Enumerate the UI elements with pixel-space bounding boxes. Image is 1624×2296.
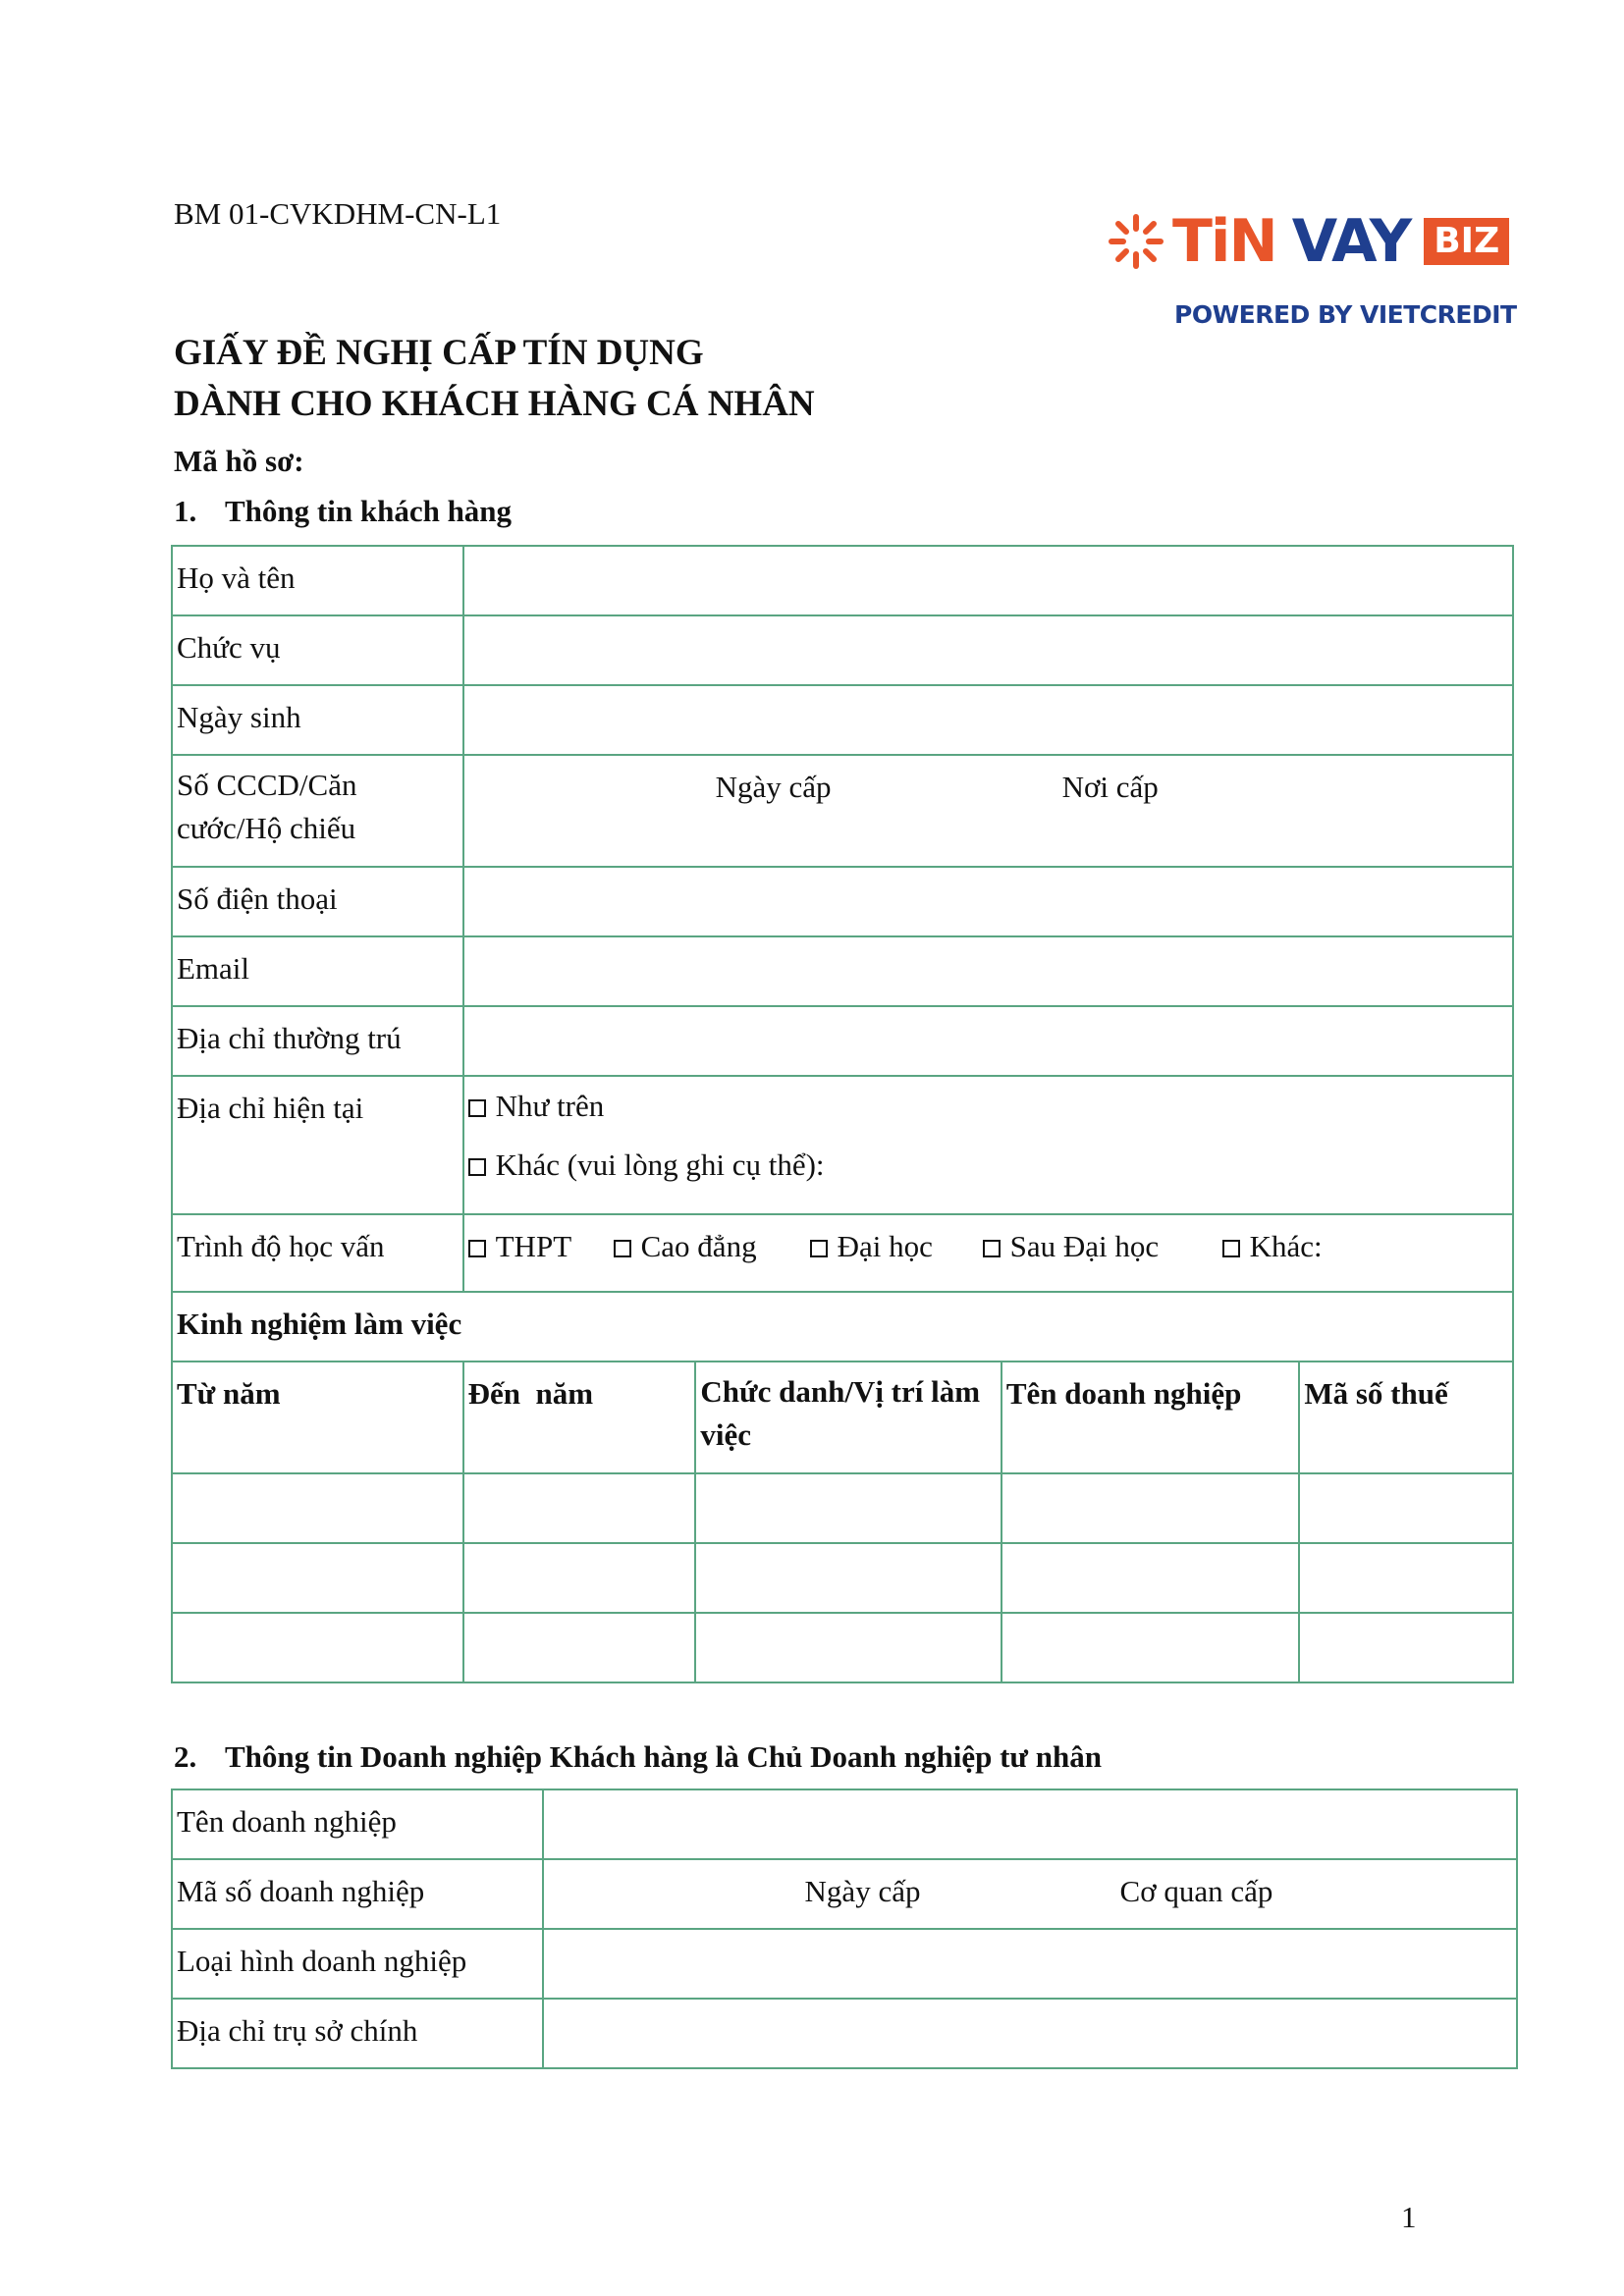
section1-heading: [174, 494, 512, 529]
phone-field[interactable]: [463, 867, 1513, 936]
table-cell[interactable]: [1001, 1613, 1299, 1682]
education-option-sau-dai-hoc[interactable]: [983, 1229, 1160, 1264]
table-cell[interactable]: [463, 1473, 696, 1543]
email-field[interactable]: [463, 936, 1513, 1006]
table-row: [172, 936, 1513, 1006]
education-label: Trình độ học vấn: [172, 1214, 463, 1292]
table-row: [172, 1859, 1517, 1929]
table-row: [172, 1613, 1513, 1682]
experience-col-from-year: Từ năm: [172, 1362, 463, 1473]
head-office-field[interactable]: [543, 1999, 1517, 2068]
experience-col-company: Tên doanh nghiệp: [1001, 1362, 1299, 1473]
company-name-field[interactable]: [543, 1789, 1517, 1859]
head-office-label: Địa chỉ trụ sở chính: [172, 1999, 543, 2068]
table-row: [172, 615, 1513, 685]
education-option-dai-hoc[interactable]: [810, 1229, 933, 1264]
id-issue-place-label: Nơi cấp: [1061, 770, 1159, 804]
sunburst-icon: [1108, 213, 1164, 270]
table-row: [172, 755, 1513, 867]
table-row: [172, 1543, 1513, 1613]
file-code-label: Mã hồ sơ:: [174, 444, 304, 478]
table-cell[interactable]: [172, 1473, 463, 1543]
company-code-label: Mã số doanh nghiệp: [172, 1859, 543, 1929]
table-row: [172, 1076, 1513, 1214]
dob-label: Ngày sinh: [172, 685, 463, 755]
email-label: Email: [172, 936, 463, 1006]
document-title-line1: GIẤY ĐỀ NGHỊ CẤP TÍN DỤNG: [174, 333, 704, 373]
education-option-thpt[interactable]: [468, 1229, 572, 1264]
company-type-label: Loại hình doanh nghiệp: [172, 1929, 543, 1999]
dob-field[interactable]: [463, 685, 1513, 755]
table-row: [172, 1362, 1513, 1473]
education-option-khac[interactable]: [1222, 1229, 1323, 1264]
checkbox[interactable]: [468, 1158, 486, 1176]
education-option-label: Khác:: [1249, 1229, 1323, 1263]
table-cell[interactable]: [695, 1613, 1001, 1682]
section2-title: Thông tin Doanh nghiệp Khách hàng là Chủ Doanh nghiệp tư nhân: [225, 1739, 1102, 1774]
id-number-field[interactable]: [463, 755, 1513, 867]
table-row: [172, 685, 1513, 755]
logo-tagline: POWERED BY VIETCREDIT: [1174, 300, 1517, 329]
checkbox[interactable]: [468, 1099, 486, 1117]
table-cell[interactable]: [1299, 1473, 1513, 1543]
position-field[interactable]: [463, 615, 1513, 685]
id-issue-date-label: Ngày cấp: [715, 770, 832, 804]
education-option-label: Sau Đại học: [1009, 1229, 1160, 1263]
checkbox[interactable]: [983, 1240, 1001, 1257]
document-code: BM 01-CVKDHM-CN-L1: [174, 196, 502, 231]
logo-tin: TiN: [1172, 207, 1276, 276]
company-issuer-label: Cơ quan cấp: [1119, 1874, 1273, 1908]
table-row: [172, 867, 1513, 936]
current-address-same-text: Như trên: [495, 1089, 605, 1123]
table-row: [172, 546, 1513, 615]
table-cell[interactable]: [463, 1543, 696, 1613]
table-cell[interactable]: [695, 1473, 1001, 1543]
company-code-field[interactable]: [543, 1859, 1517, 1929]
permanent-address-field[interactable]: [463, 1006, 1513, 1076]
current-address-other-option[interactable]: [468, 1136, 1508, 1195]
table-cell[interactable]: [695, 1543, 1001, 1613]
customer-info-table: [171, 545, 1514, 1683]
table-cell[interactable]: [1299, 1543, 1513, 1613]
checkbox[interactable]: [614, 1240, 631, 1257]
company-type-field[interactable]: [543, 1929, 1517, 1999]
document-title-line2: DÀNH CHO KHÁCH HÀNG CÁ NHÂN: [174, 384, 815, 424]
table-row: [172, 1999, 1517, 2068]
full-name-label: Họ và tên: [172, 546, 463, 615]
experience-col-tax-code: Mã số thuế: [1299, 1362, 1513, 1473]
table-row: [172, 1473, 1513, 1543]
table-row: [172, 1789, 1517, 1859]
logo-biz-badge: BIZ: [1424, 218, 1509, 265]
education-option-label: THPT: [495, 1229, 572, 1263]
experience-col-to-year: Đến năm: [463, 1362, 696, 1473]
table-cell[interactable]: [1299, 1613, 1513, 1682]
current-address-label: Địa chỉ hiện tại: [172, 1076, 463, 1214]
table-row: [172, 1292, 1513, 1362]
permanent-address-label: Địa chỉ thường trú: [172, 1006, 463, 1076]
checkbox[interactable]: [468, 1240, 486, 1257]
table-cell[interactable]: [172, 1613, 463, 1682]
section2-number: 2.: [174, 1739, 197, 1774]
logo-vay: VAY: [1291, 207, 1411, 276]
section1-title: Thông tin khách hàng: [225, 494, 513, 528]
business-info-table: [171, 1789, 1518, 2069]
company-issue-date-label: Ngày cấp: [804, 1874, 921, 1908]
education-option-cao-dang[interactable]: [614, 1229, 757, 1264]
table-row: [172, 1929, 1517, 1999]
table-cell[interactable]: [463, 1613, 696, 1682]
current-address-other-text: Khác (vui lòng ghi cụ thể):: [495, 1148, 825, 1182]
table-cell[interactable]: [1001, 1473, 1299, 1543]
education-option-label: Đại học: [837, 1229, 933, 1263]
phone-label: Số điện thoại: [172, 867, 463, 936]
education-option-label: Cao đẳng: [640, 1229, 757, 1263]
position-label: Chức vụ: [172, 615, 463, 685]
experience-col-position: Chức danh/Vị trí làm việc: [695, 1362, 1001, 1473]
checkbox[interactable]: [1222, 1240, 1240, 1257]
table-cell[interactable]: [1001, 1543, 1299, 1613]
experience-heading: Kinh nghiệm làm việc: [172, 1292, 1513, 1362]
current-address-field: [463, 1076, 1513, 1214]
company-logo: [1108, 192, 1517, 330]
full-name-field[interactable]: [463, 546, 1513, 615]
id-number-label: Số CCCD/Căn cước/Hộ chiếu: [172, 755, 463, 867]
company-name-label: Tên doanh nghiệp: [172, 1789, 543, 1859]
table-row: [172, 1214, 1513, 1292]
table-row: [172, 1006, 1513, 1076]
section1-number: 1.: [174, 494, 197, 528]
current-address-same-option[interactable]: [468, 1077, 1508, 1136]
table-cell[interactable]: [172, 1543, 463, 1613]
section2-heading: [174, 1739, 1102, 1775]
education-options: [463, 1214, 1513, 1292]
page-number: 1: [1401, 2200, 1417, 2234]
checkbox[interactable]: [810, 1240, 828, 1257]
